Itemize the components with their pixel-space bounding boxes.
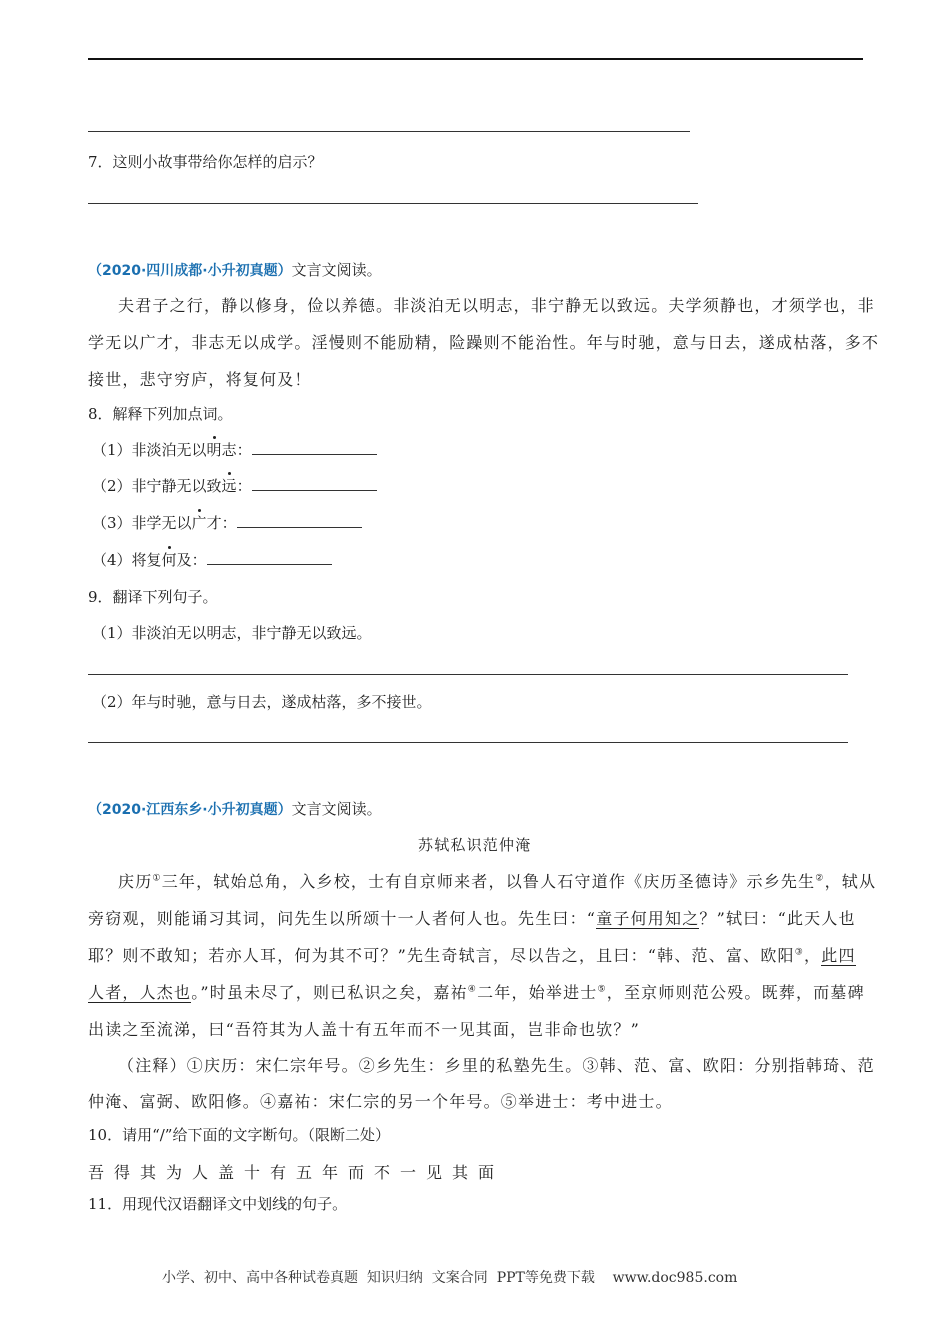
question-9: 9．翻译下列句子。 bbox=[88, 588, 218, 606]
question-8-item: （4）将复何及： bbox=[92, 550, 332, 570]
dotted-word: 广 bbox=[191, 514, 207, 532]
header-rule bbox=[88, 58, 863, 60]
question-7: 7．这则小故事带给你怎样的启示？ bbox=[88, 153, 323, 171]
passage-line: 庆历①三年，轼始总角，入乡校，士有自京师来者，以鲁人石守道作《庆历圣德诗》示乡先生②，轼从 bbox=[118, 872, 877, 891]
passage-line: 旁窃观，则能诵习其词，问先生以所颂十一人者何人也。先生曰：“童子何用知之？”轼曰：“此天人也 bbox=[88, 909, 856, 928]
answer-blank[interactable] bbox=[237, 513, 362, 528]
passage-title: 苏轼私识范仲淹 bbox=[418, 836, 532, 854]
underlined-sentence: 此四 bbox=[821, 946, 856, 965]
question-8-item: （2）非宁静无以致远： bbox=[92, 476, 377, 496]
question-8-item: （1）非淡泊无以明志： bbox=[92, 440, 377, 460]
answer-line[interactable] bbox=[88, 674, 848, 675]
answer-line[interactable] bbox=[88, 131, 690, 132]
answer-line[interactable] bbox=[88, 203, 698, 204]
question-9-item: （1）非淡泊无以明志，非宁静无以致远。 bbox=[92, 624, 372, 642]
passage-line: 夫君子之行，静以修身，俭以养德。非淡泊无以明志，非宁静无以致远。夫学须静也，才须学也，非 bbox=[118, 296, 875, 315]
passage-line: 出读之至流涕，曰“吾符其为人盖十有五年而不一见其面，岂非命也欤？” bbox=[88, 1020, 640, 1039]
annotation-line: 仲淹、富弼、欧阳修。④嘉祐：宋仁宗的另一个年号。⑤举进士：考中进士。 bbox=[88, 1092, 673, 1111]
question-8-item: （3）非学无以广才： bbox=[92, 513, 362, 533]
section-heading bbox=[88, 260, 382, 281]
question-9-item: （2）年与时驰，意与日去，遂成枯落，多不接世。 bbox=[92, 693, 432, 711]
dotted-word: 远 bbox=[221, 477, 237, 495]
answer-blank[interactable] bbox=[252, 476, 377, 491]
question-8: 8．解释下列加点词。 bbox=[88, 405, 233, 423]
page-footer: 小学、初中、高中各种试卷真题 知识归纳 文案合同 PPT等免费下载 www.doc985.com bbox=[162, 1270, 738, 1286]
segmentation-text: 吾得其为人盖十有五年而不一见其面 bbox=[88, 1163, 505, 1182]
answer-blank[interactable] bbox=[207, 550, 332, 565]
passage-line: 接世，悲守穷庐，将复何及！ bbox=[88, 370, 312, 389]
passage-line: 学无以广才，非志无以成学。淫慢则不能励精，险躁则不能治性。年与时驰，意与日去，遂成枯落，多不 bbox=[88, 333, 880, 352]
passage-line: 耶？则不敢知；若亦人耳，何为其不可？”先生奇轼言，尽以告之，且曰：“韩、范、富、欧阳③，此四 bbox=[88, 946, 856, 965]
task-label: 文言文阅读。 bbox=[291, 800, 382, 818]
task-label: 文言文阅读。 bbox=[291, 261, 382, 279]
dotted-word: 何 bbox=[161, 551, 177, 569]
answer-line[interactable] bbox=[88, 742, 848, 743]
question-11: 11．用现代汉语翻译文中划线的句子。 bbox=[88, 1195, 348, 1213]
annotation-line: （注释）①庆历：宋仁宗年号。②乡先生：乡里的私塾先生。③韩、范、富、欧阳：分别指韩琦、范 bbox=[118, 1056, 875, 1075]
passage-line: 人者，人杰也。”时虽未尽了，则已私识之矣，嘉祐④二年，始举进士⑤，至京师则范公殁。既葬，而墓碑 bbox=[88, 983, 865, 1002]
source-tag: （2020·四川成都·小升初真题） bbox=[88, 263, 292, 279]
answer-blank[interactable] bbox=[252, 440, 377, 455]
underlined-sentence: 童子何用知之 bbox=[596, 909, 700, 928]
section-heading bbox=[88, 799, 382, 820]
dotted-word: 明 bbox=[206, 441, 222, 459]
source-tag: （2020·江西东乡·小升初真题） bbox=[88, 802, 292, 818]
underlined-sentence: 人者，人杰也 bbox=[88, 983, 192, 1002]
question-10: 10．请用“/”给下面的文字断句。（限断二处） bbox=[88, 1126, 390, 1144]
